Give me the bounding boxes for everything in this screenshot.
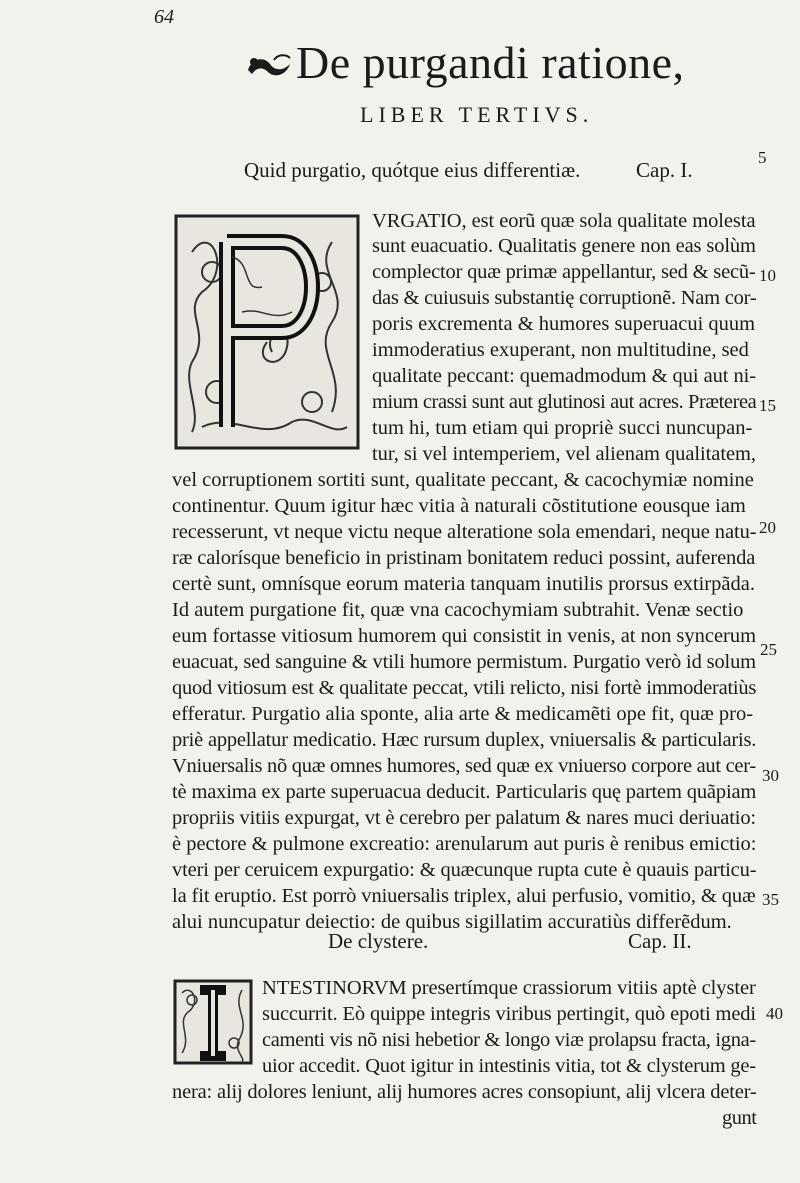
body-line: tur, si vel intemperiem, vel alienam qualitatem, — [372, 443, 756, 465]
chapter-1-title: Quid purgatio, quótque eius differentiæ. — [244, 158, 581, 182]
body-line: eum fortasse vitiosum humorem qui consistit in venis, at non syncerum — [172, 625, 757, 647]
margin-number: 10 — [759, 266, 776, 285]
body-line: recesserunt, vt neque victu neque alteratione sola emendari, neque natu- — [172, 521, 757, 543]
body-line: certè sunt, omnísque eorum materia tanquam inutilis prorsus extirpãda. — [172, 573, 755, 595]
body-line: quod vitiosum est & qualitate peccat, vtili relicto, nisi fortè immoderatiùs — [172, 677, 757, 699]
margin-number: 15 — [759, 396, 776, 415]
margin-number: 30 — [762, 766, 779, 785]
margin-number: 25 — [760, 640, 777, 659]
body-line: alui nuncupatur deiectio: de quibus sigillatim accuratiùs differẽdum. — [172, 911, 732, 933]
decorated-initial-i-icon — [172, 978, 254, 1066]
body-line: Vniuersalis nõ quæ omnes humores, sed quæ ex vniuerso corpore aut cer- — [172, 755, 756, 777]
body-line: succurrit. Eò quippe integris viribus pertingit, quò epoti medi — [262, 1003, 756, 1025]
body-line: das & cuiusuis substantię corruptionẽ. Nam cor- — [372, 287, 757, 309]
body-line: NTESTINORVM presertímque crassiorum vitiis aptè clyster — [262, 977, 756, 999]
margin-number: 5 — [758, 148, 767, 167]
body-line: è pectore & pulmone excreatio: arenularum aut puris è renibus emictio: — [172, 833, 757, 855]
margin-number: 20 — [759, 518, 776, 537]
body-line: propriis vitiis expurgat, vt è cerebro per palatum & nares muci deriuatio: — [172, 807, 756, 829]
body-line: sunt euacuatio. Qualitatis genere non eas solùm — [372, 235, 756, 257]
book-title: De purgandi ratione, — [296, 37, 685, 88]
margin-number: 35 — [762, 890, 779, 909]
body-line: la fit eruptio. Est porrò vniuersalis triplex, alui perfusio, vomitio, & quæ — [172, 885, 756, 907]
body-line: qualitate peccant: quemadmodum & qui aut ni- — [372, 365, 757, 387]
body-line: mium crassi sunt aut glutinosi aut acres. Præterea — [372, 391, 757, 413]
body-line: tum hi, tum etiam qui propriè succi nuncupan- — [372, 417, 753, 439]
body-line: VRGATIO, est eorũ quæ sola qualitate molesta — [372, 210, 756, 232]
book-subtitle: LIBER TERTIVS. — [360, 102, 594, 127]
body-line: efferatur. Purgatio alia sponte, alia arte & medicamẽti ope fit, quæ pro- — [172, 703, 754, 725]
body-line: tè maxima ex parte superuacua deducit. Particularis quę partem quãpiam — [172, 781, 757, 803]
body-line: immoderatius exuperant, non multitudine, sed — [372, 339, 749, 361]
body-line: priè appellatur medicatio. Hæc rursum duplex, vniuersalis & particularis. — [172, 729, 757, 751]
body-line: nera: alij dolores leniunt, alij humores acres consopiunt, alij vlcera deter- — [172, 1081, 757, 1103]
page-number: 64 — [154, 6, 174, 28]
chapter-2-title: De clystere. — [328, 929, 429, 953]
body-line: camenti vis nõ nisi hebetior & longo viæ prolapsu fracta, igna- — [262, 1029, 756, 1051]
body-line: vteri per ceruicem expurgatio: & quæcunque rupta cute è quauis particu- — [172, 859, 757, 881]
fleuron-ornament-icon — [244, 50, 294, 82]
body-line: Id autem purgatione fit, quæ vna cacochymiam subtrahit. Venæ sectio — [172, 599, 744, 621]
body-line: euacuat, sed sanguine & vtili humore permistum. Purgatio verò id solum — [172, 651, 756, 673]
margin-number: 40 — [766, 1004, 783, 1023]
decorated-initial-p-icon — [172, 212, 362, 452]
body-line: ræ calorísque beneficio in pristinam bonitatem reduci possint, auferenda — [172, 547, 756, 569]
body-line: continentur. Quum igitur hæc vitia à naturali cõstitutione eousque iam — [172, 495, 746, 517]
chapter-1-number: Cap. I. — [636, 158, 693, 182]
body-line: uior accedit. Quot igitur in intestinis vitia, tot & clysterum ge- — [262, 1055, 756, 1077]
chapter-2-number: Cap. II. — [628, 929, 692, 953]
body-line: vel corruptionem sortiti sunt, qualitate peccant, & cacochymiæ nomine — [172, 469, 754, 491]
body-line: complector quæ primæ appellantur, sed & secũ- — [372, 261, 756, 283]
body-line: gunt — [722, 1107, 757, 1129]
body-line: poris excrementa & humores superuacui quum — [372, 313, 756, 335]
